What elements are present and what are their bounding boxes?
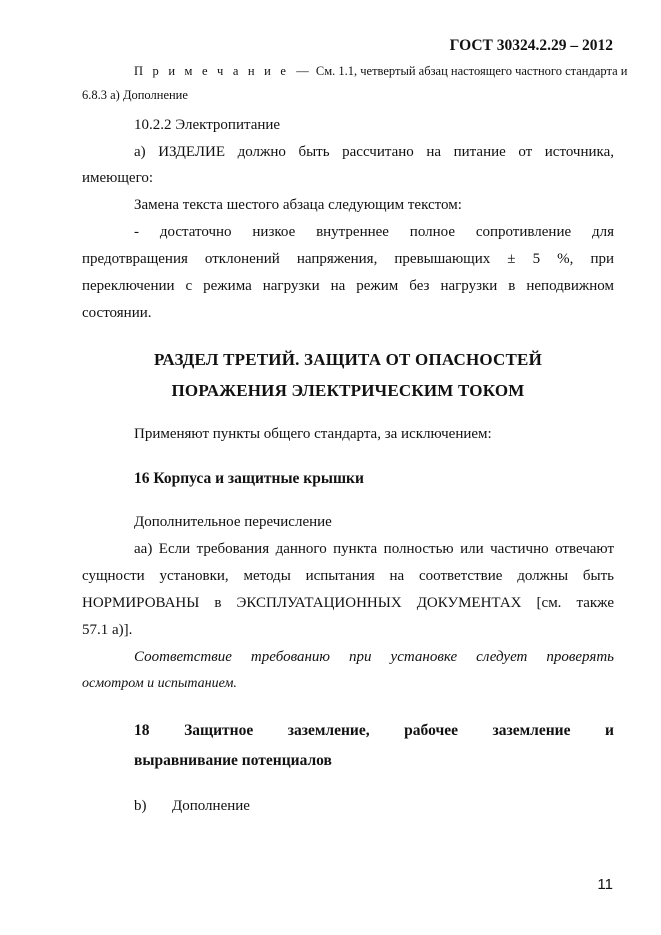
note-text-line1: См. 1.1, четвертый абзац настоящего частного стандарта и — [315, 64, 628, 78]
section-title-line2: ПОРАЖЕНИЯ ЭЛЕКТРИЧЕСКИМ ТОКОМ — [171, 381, 525, 400]
additional-enumeration: Дополнительное перечисление — [134, 514, 332, 530]
item-b-text: Дополнение — [172, 798, 250, 814]
dash-item-line2: предотвращения отклонений напряжения, превышающих ± 5 %, при — [82, 251, 614, 267]
aa-line3: НОРМИРОВАНЫ в ЭКСПЛУАТАЦИОННЫХ ДОКУМЕНТАХ [см. также — [82, 595, 614, 611]
compliance-line2: осмотром и испытанием. — [82, 676, 237, 691]
item-b-marker: b) — [134, 798, 147, 814]
aa-line2: сущности установки, методы испытания на соответствие должны быть — [82, 568, 614, 584]
page-number: 11 — [597, 876, 613, 893]
item-a-line1: а) ИЗДЕЛИЕ должно быть рассчитано на питание от источника, — [134, 144, 614, 160]
aa-line4: 57.1 а)]. — [82, 622, 133, 638]
clause-18-title-line1: 18 Защитное заземление, рабочее заземление и — [134, 722, 614, 739]
dash-item-line1: - достаточно низкое внутреннее полное сопротивление для — [134, 224, 614, 240]
compliance-line1: Соответствие требованию при установке следует проверять — [134, 649, 614, 665]
note-label: П р и м е ч а н и е — [134, 64, 290, 78]
note-text-line2: 6.8.3 а) Дополнение — [82, 88, 188, 102]
page-header: ГОСТ 30324.2.29 – 2012 — [449, 37, 613, 54]
section-title-line1: РАЗДЕЛ ТРЕТИЙ. ЗАЩИТА ОТ ОПАСНОСТЕЙ — [153, 350, 543, 369]
item-a-line2: имеющего: — [82, 170, 154, 186]
dash-item-line4: состоянии. — [82, 305, 152, 321]
clause-18-title-line2: выравнивание потенциалов — [134, 752, 332, 769]
note-dash: — — [296, 64, 309, 78]
aa-line1: аа) Если требования данного пункта полностью или частично отвечают — [134, 541, 614, 557]
clause-title: 10.2.2 Электропитание — [134, 117, 281, 133]
replace-text: Замена текста шестого абзаца следующим текстом: — [134, 197, 462, 213]
dash-item-line3: переключении с режима нагрузки на режим без нагрузки в неподвижном — [82, 278, 614, 294]
clause-16-title: 16 Корпуса и защитные крышки — [134, 470, 364, 487]
section-intro: Применяют пункты общего стандарта, за исключением: — [134, 426, 492, 442]
